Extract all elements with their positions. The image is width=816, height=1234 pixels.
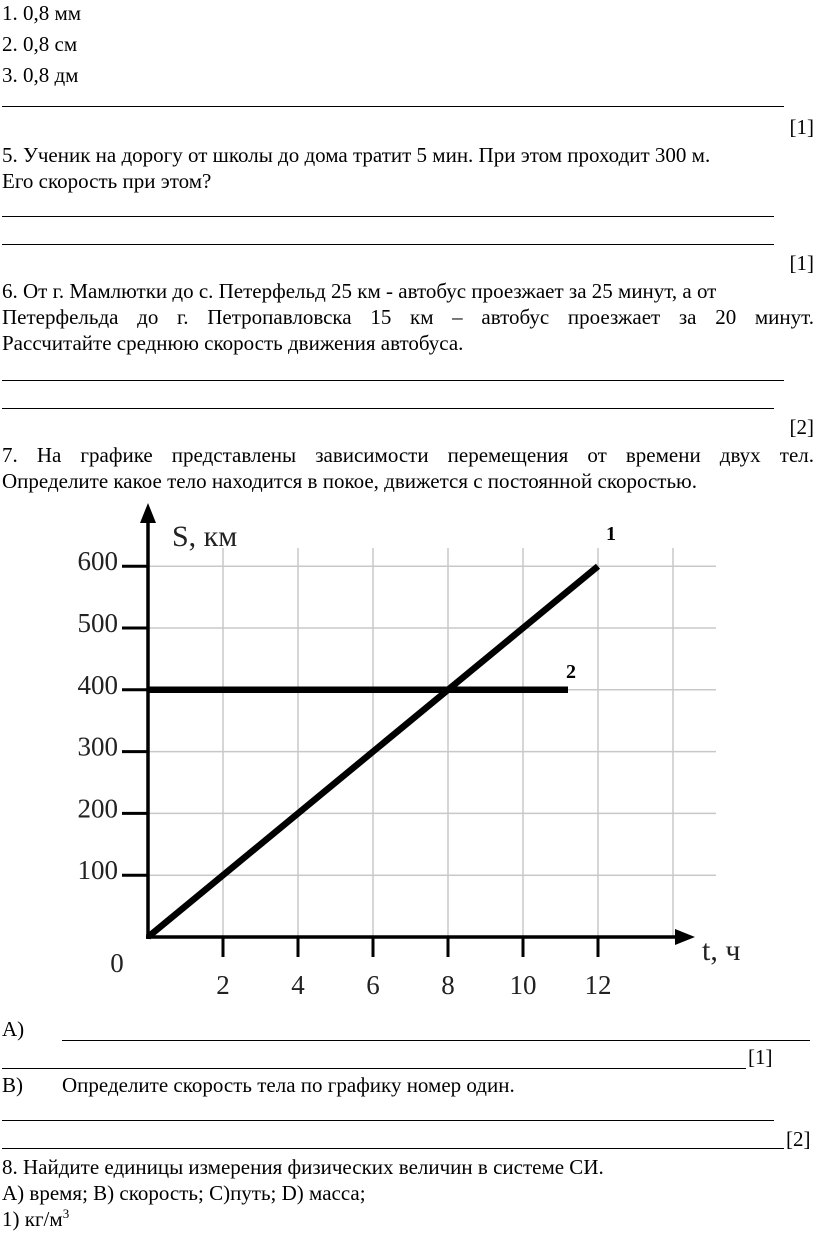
answer-line <box>2 1120 774 1121</box>
x-tick-label: 6 <box>366 970 380 1000</box>
chart-grid <box>148 548 716 937</box>
q6-mark: [2] <box>789 415 814 439</box>
q4-option-3: 3. 0,8 дм <box>2 63 79 87</box>
q4-mark: [1] <box>789 115 814 139</box>
q8-option-1 <box>2 1206 69 1232</box>
y-tick-label: 300 <box>77 731 118 762</box>
series-label-2: 2 <box>566 660 576 683</box>
y-tick-label: 600 <box>77 546 118 577</box>
q8-text-line-2: А) время; В) скорость; С)путь; D) масса; <box>2 1181 366 1205</box>
q6-text-line-3: Рассчитайте среднюю скорость движения автобуса. <box>2 331 464 355</box>
x-axis-arrow-icon <box>675 929 695 945</box>
chart-labels <box>78 520 741 1000</box>
q7-part-b-mark: [2] <box>786 1127 811 1151</box>
q6-text-line-1: 6. От г. Мамлютки до с. Петерфельд 25 км - автобус проезжает за 25 минут, а от <box>2 279 717 303</box>
y-tick-label: 100 <box>77 855 118 886</box>
answer-line <box>62 1040 810 1041</box>
x-tick-label: 12 <box>584 970 612 1000</box>
q6-text-line-2: Петерфельда до г. Петропавловска 15 км – автобус проезжает за 20 минут. <box>2 305 814 329</box>
y-axis-arrow-icon <box>140 503 156 523</box>
q7-part-b-label: В) <box>2 1073 23 1097</box>
answer-line <box>2 1068 746 1069</box>
x-tick-label: 2 <box>216 970 230 1000</box>
x-tick-label: 10 <box>509 970 537 1000</box>
y-tick-label: 400 <box>77 669 118 700</box>
q8-option-1-exponent: 3 <box>62 1206 70 1221</box>
origin-label: 0 <box>110 948 124 978</box>
q4-option-2: 2. 0,8 см <box>2 32 78 56</box>
x-axis-label: t, ч <box>702 934 741 967</box>
series-label-1: 1 <box>606 523 616 546</box>
q7-part-b-text: Определите скорость тела по графику номер один. <box>62 1073 515 1097</box>
q7-text-line-1: 7. На графике представлены зависимости перемещения от времени двух тел. <box>2 443 814 467</box>
q5-text-line-2: Его скорость при этом? <box>2 169 212 193</box>
answer-line <box>2 1148 784 1149</box>
q8-option-1-base: 1) кг/м <box>2 1207 63 1231</box>
q4-option-1: 1. 0,8 мм <box>2 1 82 25</box>
q7-part-a-mark: [1] <box>748 1045 773 1069</box>
q8-text-line-1: 8. Найдите единицы измерения физических величин в системе СИ. <box>2 1155 604 1179</box>
y-tick-label: 200 <box>77 793 118 824</box>
y-tick-label: 500 <box>77 608 118 638</box>
x-tick-label: 4 <box>291 970 305 1000</box>
x-tick-label: 8 <box>441 970 455 1000</box>
q5-mark: [1] <box>789 251 814 275</box>
y-axis-label: S, км <box>172 520 238 553</box>
q7-text-line-2: Определите какое тело находится в покое, движется с постоянной скоростью. <box>2 469 697 493</box>
q5-text-line-1: 5. Ученик на дорогу от школы до дома тратит 5 мин. При этом проходит 300 м. <box>2 143 711 167</box>
q7-part-a-label: А) <box>2 1017 25 1041</box>
